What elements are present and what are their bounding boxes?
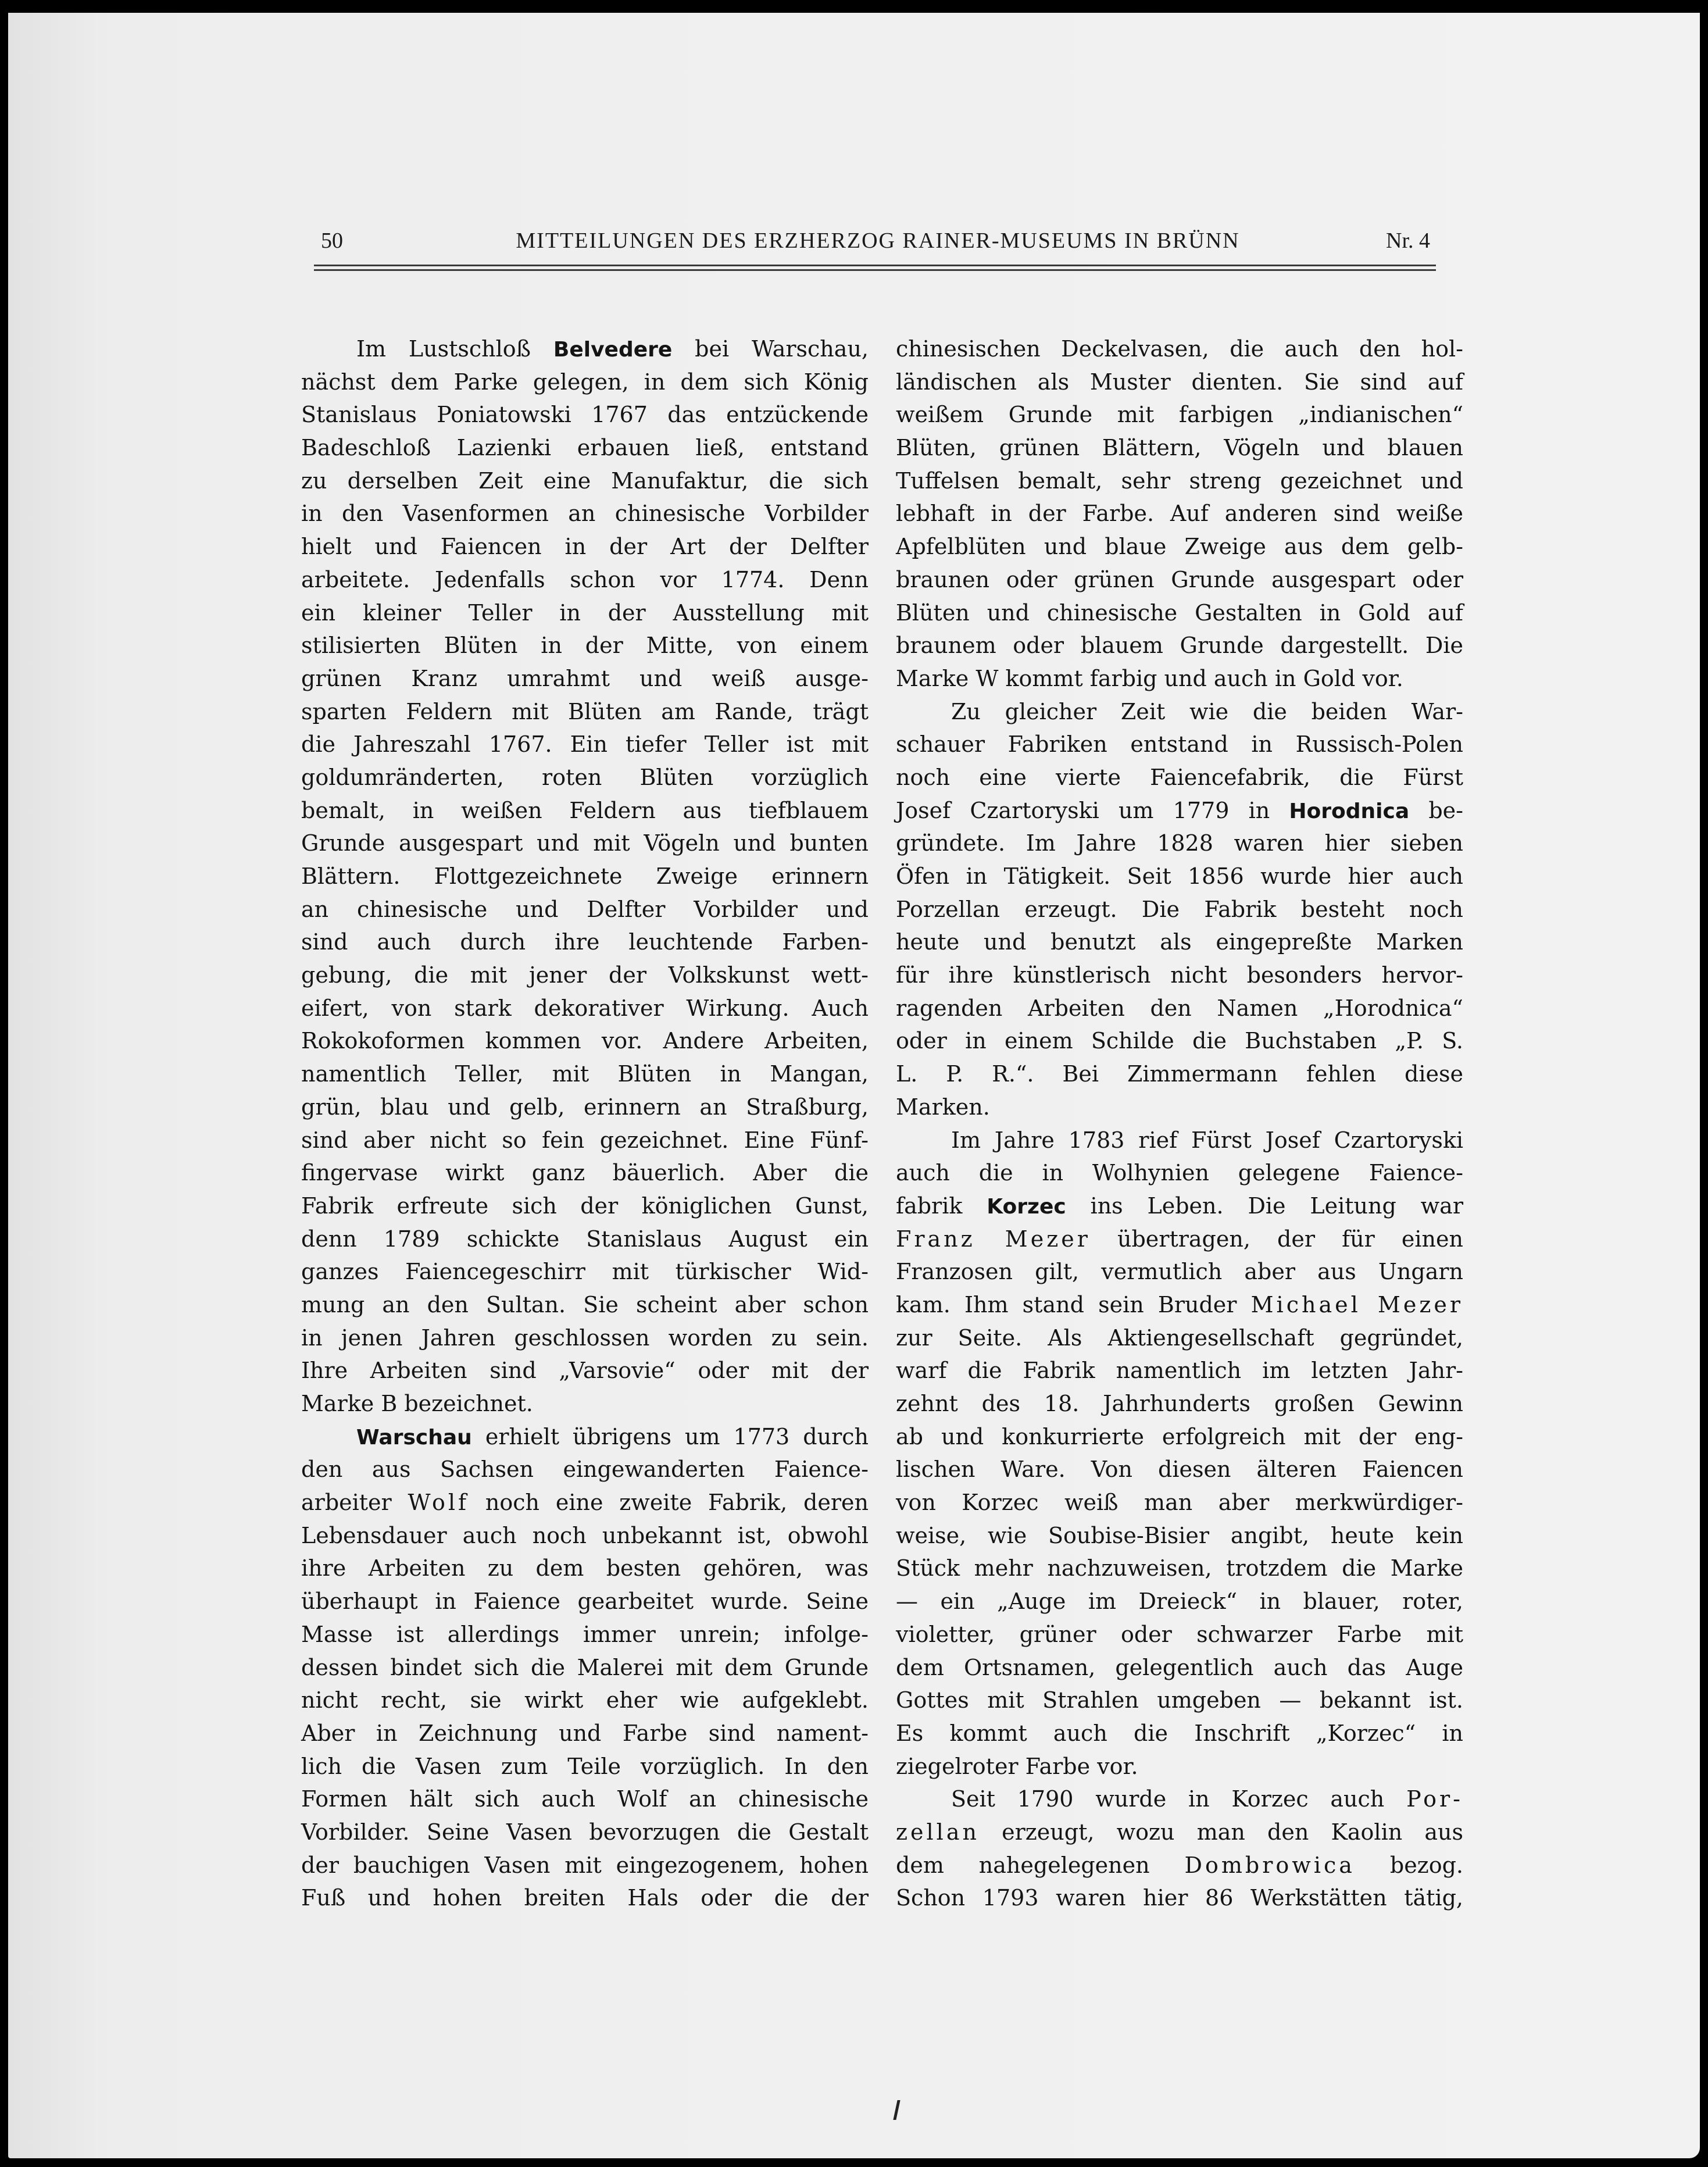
text-line	[301, 860, 869, 893]
text-segment: Porzellan erzeugt. Die Fabrik besteht noch	[896, 896, 1463, 922]
text-line	[301, 827, 869, 860]
text-line	[301, 1552, 869, 1585]
text-line	[301, 465, 869, 498]
text-line	[301, 1024, 869, 1058]
text-segment: zu derselben Zeit eine Manufaktur, die sich	[301, 467, 869, 494]
text-segment: dessen bindet sich die Malerei mit dem Grunde	[301, 1654, 869, 1680]
text-line	[896, 1420, 1463, 1454]
text-segment: noch eine zweite Fabrik, deren	[469, 1490, 869, 1516]
text-line	[301, 1717, 869, 1750]
text-line	[896, 1486, 1463, 1519]
text-segment: sind auch durch ihre leuchtende Farben-	[301, 929, 869, 955]
text-segment: Rokokoformen kommen vor. Andere Arbeiten,	[301, 1028, 869, 1054]
text-segment: L. P. R.“. Bei Zimmermann fehlen diese	[896, 1061, 1463, 1087]
text-line	[301, 1651, 869, 1684]
text-segment: für ihre künstlerisch nicht besonders hervor-	[896, 962, 1463, 988]
text-segment: dem Ortsnamen, gelegentlich auch das Auge	[896, 1654, 1463, 1680]
text-line	[301, 1783, 869, 1816]
text-line	[301, 1486, 869, 1519]
text-line	[896, 1288, 1463, 1322]
text-line	[896, 1024, 1463, 1058]
text-segment: zehnt des 18. Jahrhunderts großen Gewinn	[896, 1391, 1463, 1416]
text-line	[301, 1354, 869, 1387]
text-segment: Ihre Arbeiten sind „Varsovie“ oder mit der	[301, 1358, 869, 1384]
text-segment: Blättern. Flottgezeichnete Zweige erinnern	[301, 863, 869, 889]
text-line	[301, 563, 869, 597]
text-line	[896, 959, 1463, 992]
text-line	[896, 497, 1463, 530]
text-line	[301, 497, 869, 530]
text-segment: Vorbilder. Seine Vasen bevorzugen die Gestalt	[301, 1819, 869, 1845]
text-segment: ihre Arbeiten zu dem besten gehören, was	[301, 1555, 869, 1581]
text-line	[301, 597, 869, 630]
text-line	[896, 827, 1463, 860]
text-line	[896, 1552, 1463, 1585]
text-line	[301, 1519, 869, 1552]
text-segment: Im Lustschloß	[356, 336, 553, 362]
text-segment: Gottes mit Strahlen umgeben — bekannt ist.	[896, 1687, 1463, 1713]
text-segment: von Korzec weiß man aber merkwürdiger-	[896, 1490, 1463, 1516]
text-segment: Josef Czartoryski um 1779 in	[896, 797, 1289, 823]
text-line	[896, 366, 1463, 399]
text-segment: Apfelblüten und blaue Zweige aus dem gelb-	[896, 534, 1463, 560]
text-line	[896, 597, 1463, 630]
text-line	[301, 662, 869, 695]
page-number: 50	[321, 229, 343, 253]
bold-place-name: Warschau	[356, 1425, 472, 1450]
text-segment: stilisierten Blüten in der Mitte, von einem	[301, 633, 869, 659]
text-segment: gebung, die mit jener der Volkskunst wett-	[301, 962, 869, 988]
text-segment: mung an den Sultan. Sie scheint aber schon	[301, 1291, 869, 1318]
text-line	[896, 1156, 1463, 1190]
text-line	[896, 1684, 1463, 1717]
text-line	[301, 1387, 869, 1420]
text-line	[301, 398, 869, 431]
text-segment: nächst dem Parke gelegen, in dem sich König	[301, 369, 869, 395]
text-line	[896, 1190, 1463, 1223]
text-segment: Formen hält sich auch Wolf an chinesische	[301, 1786, 869, 1812]
text-segment: Lebensdauer auch noch unbekannt ist, obwohl	[301, 1522, 869, 1548]
text-line	[896, 333, 1463, 366]
text-line	[896, 761, 1463, 794]
text-line	[301, 629, 869, 662]
text-line	[896, 563, 1463, 597]
text-line	[301, 333, 869, 366]
text-segment: Marken.	[896, 1094, 990, 1120]
text-line	[896, 1354, 1463, 1387]
text-segment: braunem oder blauem Grunde dargestellt. Die	[896, 633, 1463, 659]
text-segment: oder in einem Schilde die Buchstaben „P. S.	[896, 1028, 1463, 1054]
text-line	[896, 794, 1463, 827]
spaced-name: zellan	[896, 1819, 980, 1845]
text-line	[301, 926, 869, 959]
text-segment: chinesischen Deckelvasen, die auch den hol-	[896, 336, 1463, 362]
text-segment: erzeugt, wozu man den Kaolin aus	[979, 1819, 1463, 1845]
text-segment: lich die Vasen zum Teile vorzüglich. In den	[301, 1753, 869, 1779]
text-line	[301, 1849, 869, 1882]
text-line	[301, 1255, 869, 1288]
text-segment: Franzosen gilt, vermutlich aber aus Ungarn	[896, 1259, 1463, 1285]
text-segment: ländischen als Muster dienten. Sie sind auf	[896, 369, 1463, 395]
text-line	[896, 662, 1463, 695]
text-line	[896, 465, 1463, 498]
text-line	[896, 431, 1463, 465]
header-rule-bottom	[314, 269, 1436, 271]
text-line	[896, 1651, 1463, 1684]
text-line	[896, 728, 1463, 761]
text-segment: warf die Fabrik namentlich im letzten Jahr-	[896, 1358, 1463, 1384]
text-segment: schauer Fabriken entstand in Russisch-Polen	[896, 731, 1463, 758]
text-segment: grünen Kranz umrahmt und weiß ausge-	[301, 665, 869, 691]
text-segment: Seit 1790 wurde in Korzec auch	[951, 1786, 1407, 1812]
text-line	[301, 1322, 869, 1355]
text-line	[301, 1816, 869, 1849]
text-line	[896, 1849, 1463, 1882]
text-segment: übertragen, der für einen	[1090, 1226, 1463, 1252]
spaced-name: Franz Mezer	[896, 1226, 1091, 1252]
text-line	[896, 860, 1463, 893]
text-line	[301, 695, 869, 729]
text-segment: heute und benutzt als eingepreßte Marken	[896, 929, 1463, 955]
text-line	[896, 1387, 1463, 1420]
text-segment: goldumränderten, roten Blüten vorzüglich	[301, 764, 869, 790]
header-rule-top	[314, 265, 1436, 266]
text-segment: überhaupt in Faience gearbeitet wurde. Seine	[301, 1588, 869, 1615]
text-segment: Masse ist allerdings immer unrein; infolge-	[301, 1621, 869, 1647]
text-segment: Im Jahre 1783 rief Fürst Josef Czartoryski	[951, 1127, 1463, 1153]
text-line	[896, 1091, 1463, 1124]
text-line	[301, 893, 869, 926]
text-line	[896, 398, 1463, 431]
text-segment: braunen oder grünen Grunde ausgespart oder	[896, 566, 1463, 592]
text-segment: sparten Feldern mit Blüten am Rande, trägt	[301, 698, 869, 724]
text-line	[301, 431, 869, 465]
text-segment: Blüten, grünen Blättern, Vögeln und blauen	[896, 435, 1463, 461]
text-segment: weißem Grunde mit farbigen „indianischen“	[896, 402, 1463, 428]
text-segment: erhielt übrigens um 1773 durch	[471, 1423, 869, 1450]
text-line	[301, 530, 869, 563]
text-line	[301, 761, 869, 794]
text-segment: ein kleiner Teller in der Ausstellung mit	[301, 599, 869, 626]
bold-place-name: Horodnica	[1289, 799, 1410, 823]
text-segment: an chinesische und Delfter Vorbilder und	[301, 896, 869, 922]
text-segment: kam. Ihm stand sein Bruder	[896, 1291, 1251, 1318]
text-segment: Marke B bezeichnet.	[301, 1391, 533, 1416]
text-segment: hielt und Faiencen in der Art der Delfter	[301, 534, 869, 560]
text-line	[301, 959, 869, 992]
text-segment: arbeiter	[301, 1490, 408, 1516]
text-segment: bezog.	[1355, 1852, 1463, 1878]
text-line	[896, 926, 1463, 959]
text-line	[301, 1288, 869, 1322]
text-segment: dem nahegelegenen	[896, 1852, 1185, 1878]
text-line	[896, 1618, 1463, 1651]
text-line	[301, 1684, 869, 1717]
text-line	[301, 366, 869, 399]
text-segment: nicht recht, sie wirkt eher wie aufgeklebt.	[301, 1687, 869, 1713]
text-line	[301, 1882, 869, 1915]
text-segment: bemalt, in weißen Feldern aus tiefblauem	[301, 797, 869, 823]
text-line	[301, 1453, 869, 1486]
text-line	[896, 1750, 1463, 1783]
text-segment: ab und konkurrierte erfolgreich mit der eng-	[896, 1423, 1463, 1450]
text-line	[301, 1750, 869, 1783]
text-segment: eifert, von stark dekorativer Wirkung. Auch	[301, 995, 869, 1021]
text-line	[301, 1420, 869, 1454]
text-line	[896, 1717, 1463, 1750]
text-segment: Grunde ausgespart und mit Vögeln und bunten	[301, 830, 869, 856]
text-segment: Fuß und hohen breiten Hals oder die der	[301, 1885, 869, 1911]
text-line	[896, 1058, 1463, 1091]
issue-number: Nr. 4	[1386, 229, 1430, 253]
text-segment: Marke W kommt farbig und auch in Gold vor.	[896, 665, 1403, 691]
spaced-name: Dombrowica	[1184, 1852, 1355, 1878]
text-segment: ragenden Arbeiten den Namen „Horodnica“	[896, 995, 1463, 1021]
text-line	[301, 794, 869, 827]
text-segment: den aus Sachsen eingewanderten Faience-	[301, 1456, 869, 1483]
text-segment: Öfen in Tätigkeit. Seit 1856 wurde hier auch	[896, 863, 1463, 889]
text-segment: Stück mehr nachzuweisen, trotzdem die Marke	[896, 1555, 1463, 1581]
text-line	[896, 695, 1463, 729]
text-segment: sind aber nicht so fein gezeichnet. Eine Fünf-	[301, 1127, 869, 1153]
text-segment: lischen Ware. Von diesen älteren Faiencen	[896, 1456, 1463, 1483]
text-line	[301, 1091, 869, 1124]
text-column-right	[896, 333, 1463, 1915]
text-segment: auch die in Wolhynien gelegene Faience-	[896, 1160, 1463, 1186]
text-segment: in jenen Jahren geschlossen worden zu sein.	[301, 1325, 869, 1351]
text-line	[896, 1816, 1463, 1849]
text-column-left	[301, 333, 869, 1915]
text-line	[301, 1156, 869, 1190]
text-segment: be-	[1409, 797, 1464, 823]
text-segment: der bauchigen Vasen mit eingezogenem, hohen	[301, 1852, 869, 1878]
text-segment: fabrik	[896, 1193, 987, 1219]
text-segment: namentlich Teller, mit Blüten in Mangan,	[301, 1061, 869, 1087]
text-segment: violetter, grüner oder schwarzer Farbe mit	[896, 1621, 1463, 1647]
text-line	[896, 1783, 1463, 1816]
text-segment: weise, wie Soubise-Bisier angibt, heute kein	[896, 1522, 1463, 1548]
text-line	[301, 1223, 869, 1256]
running-header-title: MITTEILUNGEN DES ERZHERZOG RAINER-MUSEUMS IN BRÜNN	[516, 229, 1240, 253]
text-segment: Tuffelsen bemalt, sehr streng gezeichnet und	[896, 467, 1463, 494]
text-segment: Badeschloß Lazienki erbauen ließ, entstand	[301, 435, 869, 461]
text-segment: Blüten und chinesische Gestalten in Gold auf	[896, 599, 1463, 626]
spaced-name: Por-	[1406, 1786, 1463, 1812]
text-segment: Es kommt auch die Inschrift „Korzec“ in	[896, 1720, 1463, 1746]
text-line	[896, 1585, 1463, 1618]
text-segment: ziegelroter Farbe vor.	[896, 1753, 1138, 1779]
text-segment: zur Seite. Als Aktiengesellschaft gegründet,	[896, 1325, 1463, 1351]
text-line	[301, 1190, 869, 1223]
text-line	[301, 1618, 869, 1651]
text-line	[896, 1322, 1463, 1355]
text-segment: lebhaft in der Farbe. Auf anderen sind weiße	[896, 501, 1463, 527]
spaced-name: Wolf	[408, 1490, 470, 1516]
text-segment: noch eine vierte Faiencefabrik, die Fürst	[896, 764, 1463, 790]
text-line	[896, 1255, 1463, 1288]
text-segment: Fabrik erfreute sich der königlichen Gunst,	[301, 1193, 869, 1219]
text-segment: — ein „Auge im Dreieck“ in blauer, roter,	[896, 1588, 1463, 1615]
text-line	[301, 728, 869, 761]
text-line	[896, 1453, 1463, 1486]
text-segment: die Jahreszahl 1767. Ein tiefer Teller ist mit	[301, 731, 869, 758]
text-segment: gründete. Im Jahre 1828 waren hier sieben	[896, 830, 1463, 856]
text-line	[896, 1519, 1463, 1552]
text-segment: bei Warschau,	[672, 336, 869, 362]
text-line	[896, 1124, 1463, 1157]
text-segment: Stanislaus Poniatowski 1767 das entzückende	[301, 402, 869, 428]
bold-place-name: Belvedere	[553, 338, 673, 362]
text-segment: Aber in Zeichnung und Farbe sind nament-	[301, 1720, 869, 1746]
text-line	[896, 1223, 1463, 1256]
text-line	[896, 629, 1463, 662]
text-segment: Zu gleicher Zeit wie die beiden War-	[951, 698, 1463, 724]
text-segment: grün, blau und gelb, erinnern an Straßburg,	[301, 1094, 869, 1120]
text-segment: Schon 1793 waren hier 86 Werkstätten tätig,	[896, 1885, 1463, 1911]
text-line	[896, 893, 1463, 926]
text-segment: in den Vasenformen an chinesische Vorbilder	[301, 501, 869, 527]
text-segment: fingervase wirkt ganz bäuerlich. Aber die	[301, 1160, 869, 1186]
text-segment: arbeitete. Jedenfalls schon vor 1774. Denn	[301, 566, 869, 592]
bold-place-name: Korzec	[987, 1194, 1066, 1219]
text-segment: ganzes Faiencegeschirr mit türkischer Wid-	[301, 1259, 869, 1285]
text-line	[896, 530, 1463, 563]
text-segment: denn 1789 schickte Stanislaus August ein	[301, 1226, 869, 1252]
text-segment: ins Leben. Die Leitung war	[1066, 1193, 1463, 1219]
text-line	[301, 1585, 869, 1618]
text-line	[896, 992, 1463, 1025]
text-line	[301, 1058, 869, 1091]
spaced-name: Michael Mezer	[1250, 1291, 1463, 1318]
text-line	[896, 1882, 1463, 1915]
text-line	[301, 1124, 869, 1157]
text-line	[301, 992, 869, 1025]
